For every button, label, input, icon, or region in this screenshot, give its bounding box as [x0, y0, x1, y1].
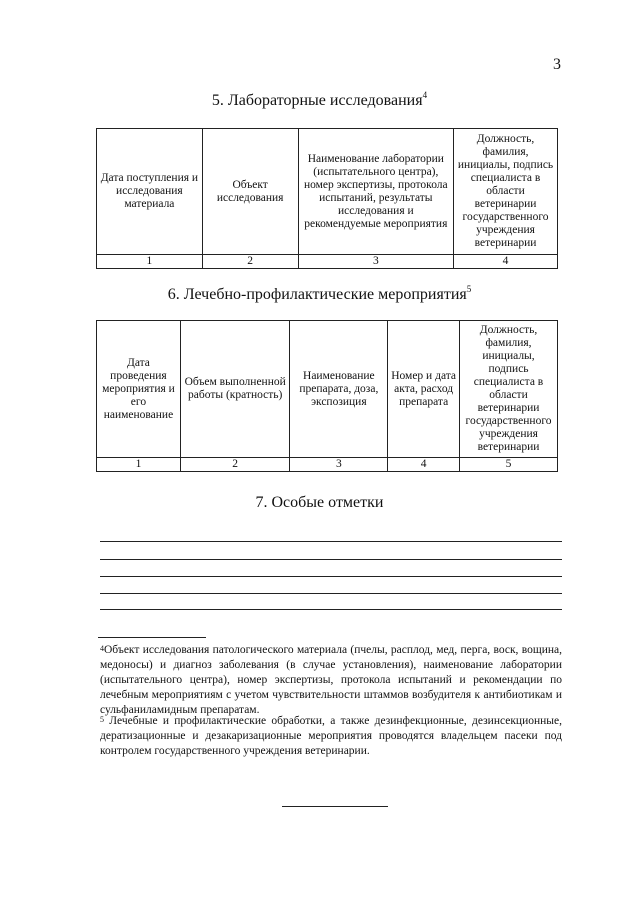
section-5-footnote-mark: 4: [422, 90, 428, 100]
header-work-volume: Объем выполненной работы (кратность): [180, 321, 290, 458]
footnote-5: [100, 714, 562, 759]
header-laboratory-name: Наименование лаборатории (испытательного центра), номер экспертизы, протокола испытаний, результаты исследования и рекомендуемые мероприятия: [298, 129, 454, 255]
section-5-title: [0, 92, 639, 110]
footnote-separator: [98, 637, 206, 638]
header-specialist: Должность, фамилия, инициалы, подпись специалиста в области ветеринарии государственного учреждения ветеринарии: [454, 129, 558, 255]
header-receipt-date: Дата поступления и исследования материала: [97, 129, 203, 255]
column-number: 4: [388, 458, 460, 472]
footnote-5-text: Лечебные и профилактические обработки, а также дезинфекционные, дезинсекционные, дератизационные и дезакаризационные мероприятия проводятся владельцем пасеки под контролем государственного учреждения ветеринарии.: [100, 715, 562, 757]
column-number: 1: [97, 458, 181, 472]
column-number: 3: [290, 458, 388, 472]
notes-line: [100, 593, 562, 594]
lab-research-table: [96, 128, 558, 269]
header-act-number: Номер и дата акта, расход препарата: [388, 321, 460, 458]
column-number: 2: [202, 255, 298, 269]
header-research-object: Объект исследования: [202, 129, 298, 255]
header-specialist: Должность, фамилия, инициалы, подпись специалиста в области ветеринарии государственного учреждения ветеринарии: [460, 321, 558, 458]
treatment-measures-table: [96, 320, 558, 472]
notes-line: [100, 609, 562, 610]
footnote-5-mark: 5: [100, 715, 104, 724]
column-number: 5: [460, 458, 558, 472]
column-number: 3: [298, 255, 454, 269]
column-number: 4: [454, 255, 558, 269]
footnote-4-text: Объект исследования патологического материала (пчелы, расплод, мед, перга, воск, вощина, медоносы) и диагноз заболевания (в случае установления), наименование лаборатории (испытательного центра), номер экспертизы, протокола испытаний и рекомендации по лечебным мероприятиям с учетом чувствительности штаммов возбудителя к антибиотикам и сульфаниламидным препаратам.: [100, 644, 562, 716]
notes-line: [100, 559, 562, 560]
section-7-title: 7. Особые отметки: [255, 494, 384, 511]
section-6-title: [0, 286, 639, 304]
footnote-4: [100, 643, 562, 718]
header-measure-date: Дата проведения мероприятия и его наименование: [97, 321, 181, 458]
column-number: 1: [97, 255, 203, 269]
notes-line: [100, 541, 562, 542]
column-number: 2: [180, 458, 290, 472]
notes-line: [100, 576, 562, 577]
footnote-4-mark: 4: [100, 644, 104, 653]
page-number: 3: [553, 56, 561, 73]
section-5-title-text: 5. Лабораторные исследования: [211, 92, 423, 109]
section-6-footnote-mark: 5: [466, 284, 472, 294]
header-preparation: Наименование препарата, доза, экспозиция: [290, 321, 388, 458]
section-6-title-text: 6. Лечебно-профилактические мероприятия: [167, 286, 467, 303]
end-separator: [282, 806, 388, 807]
